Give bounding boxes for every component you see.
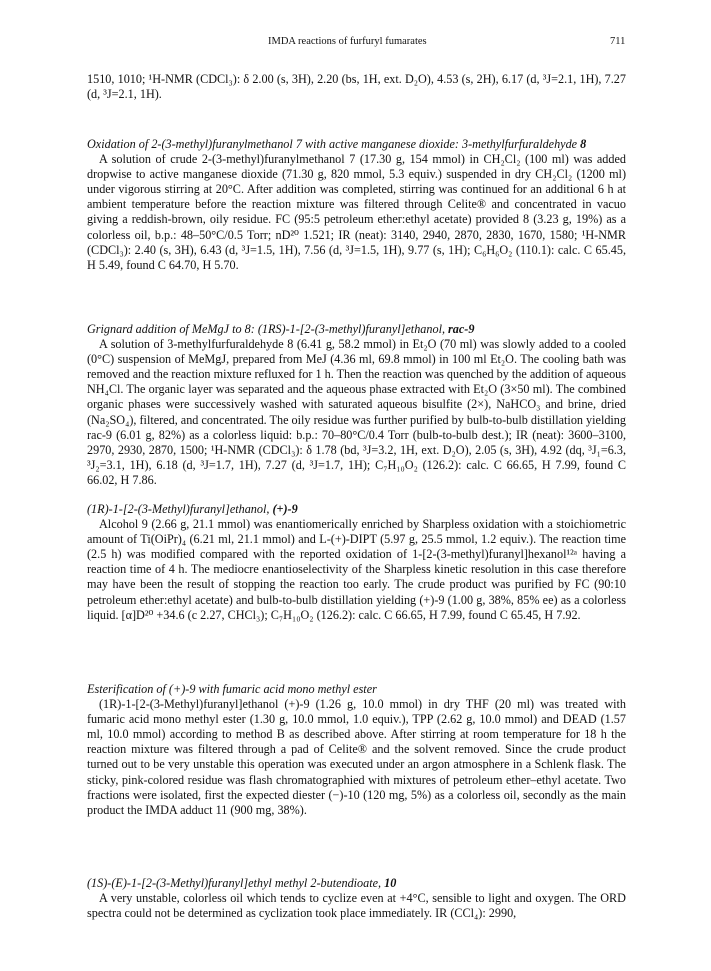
- section-heading: [87, 876, 626, 891]
- section-body: A solution of crude 2-(3-methyl)furanylmethanol 7 (17.30 g, 154 mmol) in CH₂Cl₂ (100 ml) was added dropwise to active manganese dioxide (71.30 g, 820 mmol, 5.3 equiv.) suspended in dry CH₂Cl₂ (1200 ml) under vigorous stirring at 20°C. After addition was completed, stirring was continued for an additional 6 h at ambient temperature before the reaction mixture was filtered through Celite® and concentrated in vacuo giving a reddish-brown, oily residue. FC (95:5 petroleum ether:ethyl acetate) provided 8 (3.23 g, 19%) as a colorless oil, b.p.: 48–50°C/0.5 Torr; nD²⁰ 1.521; IR (neat): 3140, 2940, 2870, 2830, 1670, 1580; ¹H-NMR (CDCl₃): 2.40 (s, 3H), 6.43 (d, ³J=1.5, 1H), 7.56 (d, ³J=1.5, 1H), 9.77 (s, 1H); C₆H₆O₂ (110.1): calc. C 65.45, H 5.49, found C 64.70, H 5.70.: [87, 152, 626, 272]
- heading-text: Grignard addition of MeMgJ to 8: (1RS)-1-[2-(3-methyl)furanyl]ethanol,: [87, 322, 445, 336]
- section-esterification: [87, 682, 626, 818]
- section-heading: [87, 502, 626, 517]
- compound-label: 8: [580, 137, 587, 151]
- section-heading: [87, 137, 626, 152]
- continued-paragraph: [87, 72, 626, 102]
- heading-text: (1S)-(E)-1-[2-(3-Methyl)furanyl]ethyl methyl 2-butendioate,: [87, 876, 382, 890]
- page-number: 711: [610, 36, 626, 47]
- section-body: Alcohol 9 (2.66 g, 21.1 mmol) was enantiomerically enriched by Sharpless oxidation with a stoichiometric amount of Ti(OiPr)₄ (6.21 ml, 21.1 mmol) and L-(+)-DIPT (5.97 g, 25.5 mmol, 1.2 equiv.). The reaction time (2.5 h) was modified compared with the reported oxidation of 1-[2-(3-methyl)furanyl]hexanol¹²ᵃ having a reaction time of 4 h. The mediocre enantioselectivity of the Sharpless kinetic resolution in this case therefore may have been the result of stopping the reaction too early. The crude product was purified by FC (90:10 petroleum ether:ethyl acetate) and bulb-to-bulb distillation yielding (+)-9 (1.00 g, 38%, 85% ee) as a colorless liquid. [α]D²⁰ +34.6 (c 2.27, CHCl₃); C₇H₁₀O₂ (126.2): calc. C 66.65, H 7.99, found C 65.45, H 7.92.: [87, 517, 626, 622]
- section-grignard: [87, 322, 626, 488]
- heading-text: Esterification of (+)-9 with fumaric acid mono methyl ester: [87, 682, 377, 696]
- section-body: A very unstable, colorless oil which tends to cyclize even at +4°C, sensible to light and oxygen. The ORD spectra could not be determined as cyclization took place immediately. IR (CCl₄): 2990,: [87, 891, 626, 921]
- heading-text: (1R)-1-[2-(3-Methyl)furanyl]ethanol,: [87, 502, 270, 516]
- compound-label: rac-9: [448, 322, 475, 336]
- section-diester-10: [87, 876, 626, 921]
- compound-label: 10: [384, 876, 397, 890]
- section-heading: [87, 322, 626, 337]
- running-title: IMDA reactions of furfuryl fumarates: [268, 36, 427, 47]
- running-header: [0, 34, 711, 50]
- compound-label: (+)-9: [272, 502, 298, 516]
- section-heading: [87, 682, 626, 697]
- section-body: A solution of 3-methylfurfuraldehyde 8 (6.41 g, 58.2 mmol) in Et₂O (70 ml) was slowly added to a cooled (0°C) suspension of MeMgJ, prepared from MeJ (4.36 ml, 69.8 mmol) in 100 ml Et₂O. The cooling bath was removed and the reaction mixture refluxed for 1 h. Then the reaction was quenched by the addition of aqueous NH₄Cl. The organic layer was separated and the aqueous phase extracted with Et₂O (3×50 ml). The combined organic phases were successively washed with saturated aqueous bisulfite (2×), NaHCO₃ and brine, dried (Na₂SO₄), filtered, and concentrated. The oily residue was further purified by bulb-to-bulb distillation yielding rac-9 (6.01 g, 82%) as a colorless liquid: b.p.: 70–80°C/0.4 Torr (bulb-to-bulb dest.); IR (neat): 3600–3100, 2970, 2930, 2870, 1500; ¹H-NMR (CDCl₃): δ 1.78 (bd, ³J=3.2, 1H, ext. D₂O), 2.05 (s, 3H), 4.92 (dq, ³J₁=6.3, ³J₂=3.1, 1H), 6.18 (d, ³J=1.7, 1H), 7.27 (d, ³J=1.7, 1H); C₇H₁₀O₂ (126.2): calc. C 66.65, H 7.99, found C 66.02, H 7.86.: [87, 337, 626, 487]
- section-sharpless: [87, 502, 626, 623]
- section-body: (1R)-1-[2-(3-Methyl)furanyl]ethanol (+)-9 (1.26 g, 10.0 mmol) in dry THF (20 ml) was treated with fumaric acid mono methyl ester (1.30 g, 10.0 mmol, 1.0 equiv.), TPP (2.62 g, 10.0 mmol) and DEAD (1.57 ml, 10.0 mmol) according to method B as described above. After stirring at room temperature for 18 h the reaction mixture was filtered through a pad of Celite® and the solvent removed. Since the crude product turned out to be very unstable this operation was executed under an argon atmosphere in a Schlenk flask. The sticky, pink-colored residue was flash chromatographied with mixtures of petroleum ether–ethyl acetate. Two fractions were isolated, first the expected diester (−)-10 (120 mg, 5%) as a colorless oil, secondly as the main product the IMDA adduct 11 (900 mg, 38%).: [87, 697, 626, 817]
- paragraph-text: 1510, 1010; ¹H-NMR (CDCl₃): δ 2.00 (s, 3H), 2.20 (bs, 1H, ext. D₂O), 4.53 (s, 2H), 6.17 (d, ³J=2.1, 1H), 7.27 (d, ³J=2.1, 1H).: [87, 72, 626, 102]
- section-oxidation: [87, 137, 626, 273]
- heading-text: Oxidation of 2-(3-methyl)furanylmethanol 7 with active manganese dioxide: 3-methylfurfuraldehyde: [87, 137, 578, 151]
